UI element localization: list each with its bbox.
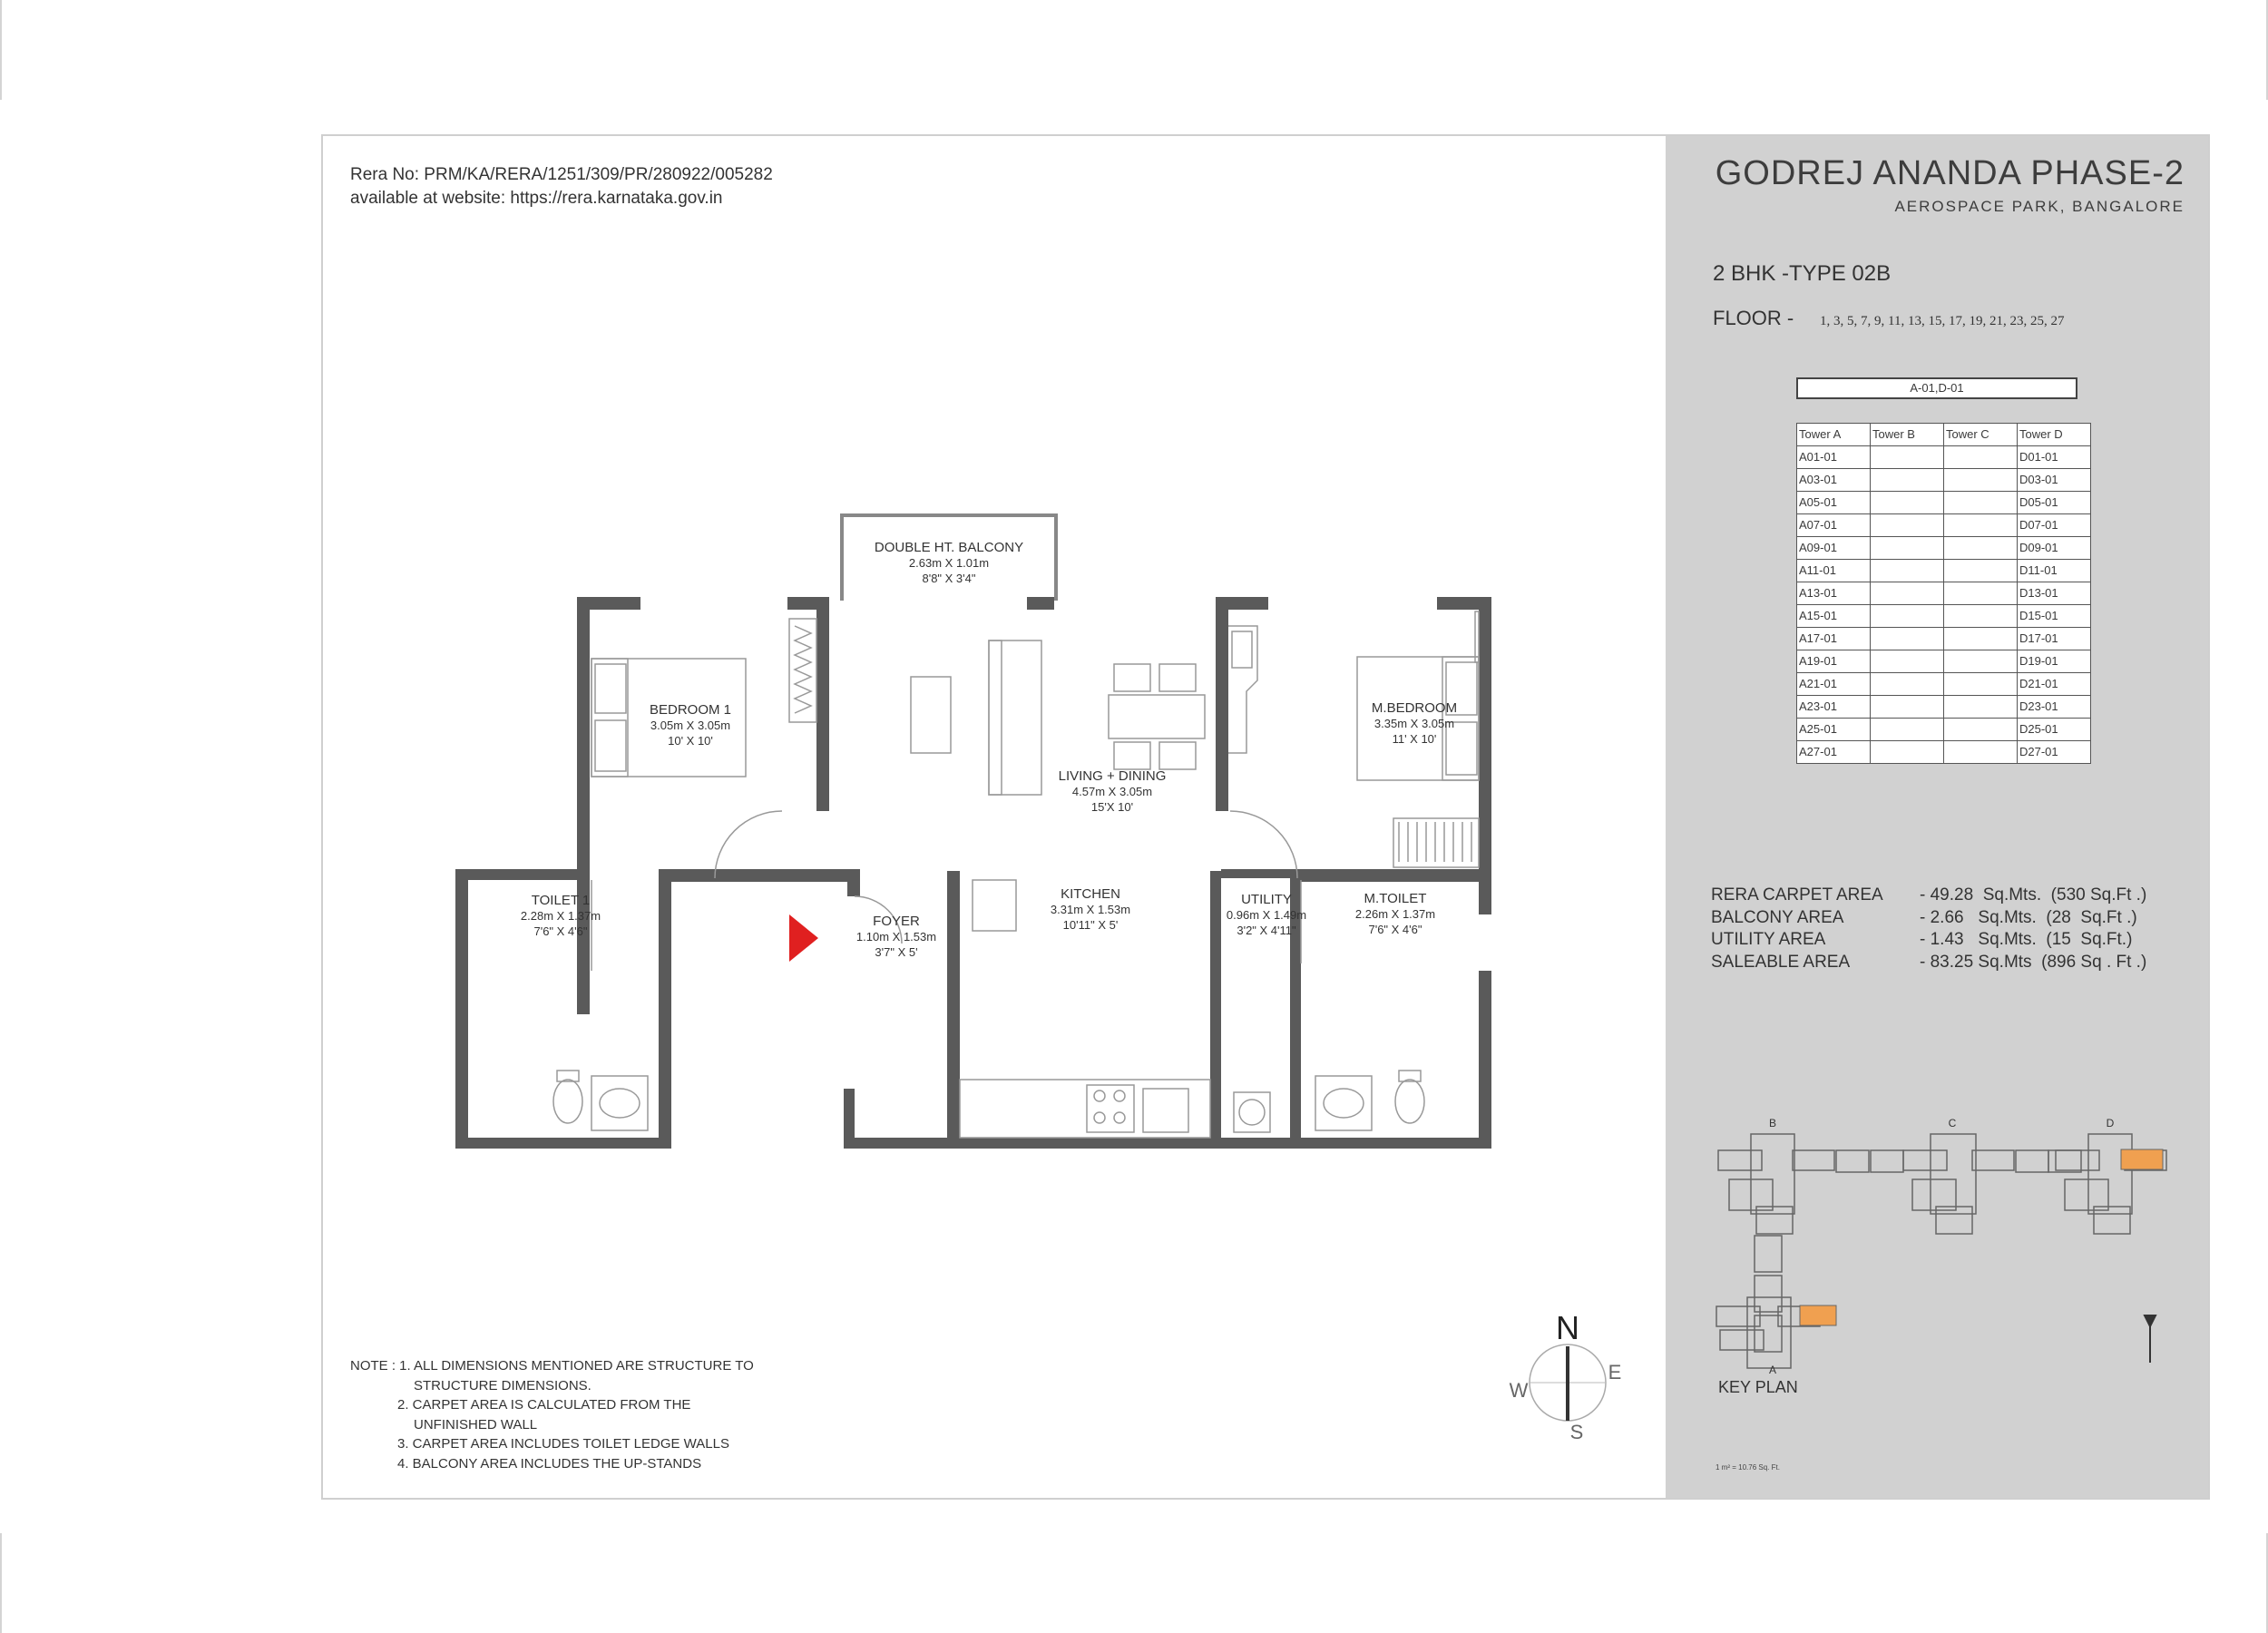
table-cell: D23-01	[2018, 696, 2091, 719]
area-conversion: 1 m² = 10.76 Sq. Ft.	[1716, 1463, 1780, 1472]
kitchen-imperial: 10'11" X 5'	[1062, 918, 1119, 932]
floor-plan-drawing	[323, 136, 1666, 1500]
note-4: 4. BALCONY AREA INCLUDES THE UP-STANDS	[397, 1455, 702, 1472]
key-plan-highlight-d	[2121, 1149, 2163, 1169]
table-cell: A07-01	[1797, 514, 1871, 537]
table-cell: A23-01	[1797, 696, 1871, 719]
bedroom1-metric: 3.05m X 3.05m	[650, 719, 731, 732]
project-subtitle: AEROSPACE PARK, BANGALORE	[1894, 198, 2185, 215]
key-plan-highlight-a	[1800, 1305, 1836, 1325]
area-value: - 49.28 Sq.Mts. (530 Sq.Ft .)	[1920, 885, 2147, 905]
area-label: RERA CARPET AREA	[1711, 885, 1883, 905]
living-name: LIVING + DINING	[1058, 768, 1167, 784]
table-cell: A01-01	[1797, 446, 1871, 469]
mbedroom-imperial: 11' X 10'	[1392, 732, 1437, 746]
area-label: SALEABLE AREA	[1711, 952, 1851, 972]
table-cell: D09-01	[2018, 537, 2091, 560]
table-cell: A11-01	[1797, 560, 1871, 582]
table-cell: D27-01	[2018, 741, 2091, 764]
living-metric: 4.57m X 3.05m	[1071, 785, 1153, 798]
living-imperial: 15'X 10'	[1090, 800, 1134, 814]
col-header: Tower B	[1871, 424, 1944, 446]
foyer-metric: 1.10m X 1.53m	[855, 930, 937, 944]
table-cell: D05-01	[2018, 492, 2091, 514]
balcony-metric: 2.63m X 1.01m	[908, 556, 990, 570]
table-cell: D17-01	[2018, 628, 2091, 650]
bedroom1-imperial: 10' X 10'	[668, 734, 713, 748]
page-edge-left-bottom	[0, 1533, 2, 1633]
table-cell: D25-01	[2018, 719, 2091, 741]
note-2b: UNFINISHED WALL	[414, 1416, 538, 1433]
table-cell: D07-01	[2018, 514, 2091, 537]
rera-number: Rera No: PRM/KA/RERA/1251/309/PR/280922/005282	[350, 165, 773, 184]
plan-walls	[455, 513, 1491, 1149]
floor-list: 1, 3, 5, 7, 9, 11, 13, 15, 17, 19, 21, 23, 25, 27	[1820, 314, 2065, 328]
mtoilet-imperial: 7'6" X 4'6"	[1368, 923, 1422, 936]
note-1a: NOTE : 1. ALL DIMENSIONS MENTIONED ARE STRUCTURE TO	[350, 1358, 754, 1374]
utility-imperial: 3'2" X 4'11"	[1237, 924, 1296, 937]
tower-label-a: A	[1768, 1364, 1777, 1376]
kitchen-name: KITCHEN	[1061, 886, 1120, 902]
foyer-name: FOYER	[873, 914, 920, 929]
unit-type: 2 BHK -TYPE 02B	[1713, 261, 1892, 286]
table-cell: D11-01	[2018, 560, 2091, 582]
table-cell: A21-01	[1797, 673, 1871, 696]
key-plan-diagram	[1666, 136, 2210, 1500]
utility-name: UTILITY	[1241, 892, 1292, 907]
info-panel	[1666, 136, 2210, 1500]
key-plan-north-icon	[2145, 1315, 2156, 1363]
table-cell: A13-01	[1797, 582, 1871, 605]
col-header: Tower A	[1797, 424, 1871, 446]
table-cell: A19-01	[1797, 650, 1871, 673]
table-cell: A15-01	[1797, 605, 1871, 628]
toilet1-name: TOILET 1	[531, 893, 591, 908]
mbedroom-metric: 3.35m X 3.05m	[1374, 717, 1455, 730]
compass-e: E	[1608, 1361, 1622, 1384]
note-1b: STRUCTURE DIMENSIONS.	[414, 1377, 591, 1393]
table-cell: A09-01	[1797, 537, 1871, 560]
entry-arrow-icon	[789, 914, 818, 962]
toilet1-imperial: 7'6" X 4'6"	[533, 924, 588, 938]
table-cell: A17-01	[1797, 628, 1871, 650]
balcony-name: DOUBLE HT. BALCONY	[874, 540, 1024, 555]
toilet1-metric: 2.28m X 1.37m	[520, 909, 601, 923]
mtoilet-metric: 2.26m X 1.37m	[1354, 907, 1436, 921]
col-header: Tower C	[1944, 424, 2018, 446]
tower-label-b: B	[1768, 1117, 1777, 1129]
utility-metric: 0.96m X 1.49m	[1226, 908, 1307, 922]
area-value: - 83.25 Sq.Mts (896 Sq . Ft .)	[1920, 952, 2147, 972]
table-cell: D13-01	[2018, 582, 2091, 605]
bedroom1-name: BEDROOM 1	[649, 702, 732, 718]
table-cell: D21-01	[2018, 673, 2091, 696]
balcony-imperial: 8'8" X 3'4"	[922, 572, 976, 585]
tower-labels	[1769, 1117, 2115, 1376]
foyer-imperial: 3'7" X 5'	[875, 945, 918, 959]
floor-label: FLOOR -	[1713, 307, 1794, 329]
compass-n: N	[1556, 1309, 1579, 1346]
project-title: GODREJ ANANDA PHASE-2	[1715, 154, 2185, 192]
table-cell: A27-01	[1797, 741, 1871, 764]
north-compass-icon	[1510, 1309, 1622, 1443]
key-plan-buildings	[1716, 1134, 2166, 1368]
rera-website: available at website: https://rera.karnataka.gov.in	[350, 189, 723, 208]
note-2a: 2. CARPET AREA IS CALCULATED FROM THE	[397, 1397, 691, 1413]
page-edge-left	[0, 0, 2, 100]
table-cell: D15-01	[2018, 605, 2091, 628]
note-3: 3. CARPET AREA INCLUDES TOILET LEDGE WALLS	[397, 1436, 729, 1452]
floor-plan-sheet	[321, 134, 2210, 1500]
area-value: - 2.66 Sq.Mts. (28 Sq.Ft .)	[1920, 907, 2137, 927]
notes	[350, 1356, 754, 1473]
mbedroom-name: M.BEDROOM	[1371, 700, 1458, 716]
unit-table-header: A-01,D-01	[1796, 377, 2077, 399]
table-cell: A25-01	[1797, 719, 1871, 741]
table-cell: A05-01	[1797, 492, 1871, 514]
compass-s: S	[1569, 1421, 1584, 1443]
table-cell: D03-01	[2018, 469, 2091, 492]
mtoilet-name: M.TOILET	[1364, 891, 1427, 906]
key-plan-label: KEY PLAN	[1718, 1378, 1798, 1396]
tower-label-d: D	[2106, 1117, 2115, 1129]
area-value: - 1.43 Sq.Mts. (15 Sq.Ft.)	[1920, 930, 2133, 949]
kitchen-metric: 3.31m X 1.53m	[1050, 903, 1131, 916]
tower-label-c: C	[1948, 1117, 1957, 1129]
col-header: Tower D	[2018, 424, 2091, 446]
table-cell: D01-01	[2018, 446, 2091, 469]
area-label: UTILITY AREA	[1711, 930, 1826, 949]
compass-w: W	[1509, 1379, 1529, 1402]
table-cell: D19-01	[2018, 650, 2091, 673]
area-label: BALCONY AREA	[1711, 907, 1844, 927]
table-cell: A03-01	[1797, 469, 1871, 492]
